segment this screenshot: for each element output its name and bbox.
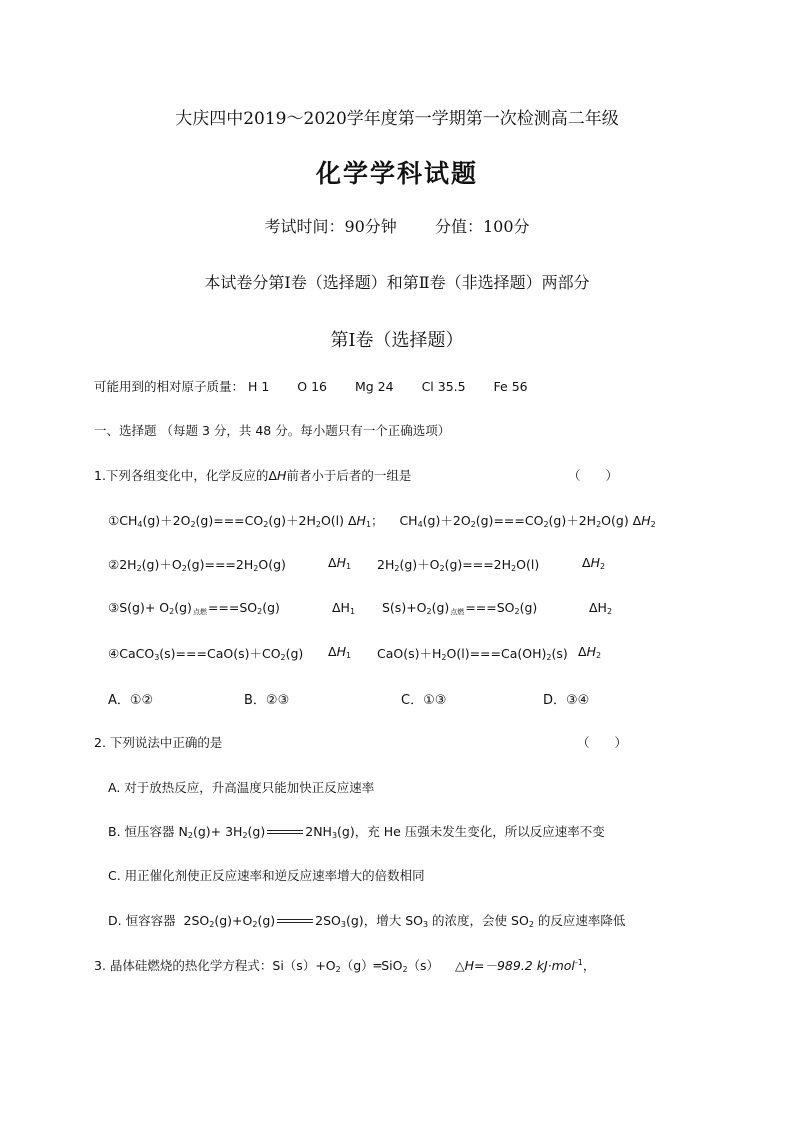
q1-option-1-num: ① [108, 513, 120, 528]
q1-option-4-dh2: $\Delta H_2$ [578, 644, 602, 660]
q2-option-d-suffix: 的反应速率降低 [537, 913, 626, 928]
q1-option-3: ③S(g)+ $O_2(g)$点燃$===SO_2(g)$ [108, 600, 280, 616]
condition-ignite-1: 点燃 [192, 608, 207, 616]
equilibrium-arrow [277, 918, 313, 925]
q2-option-d-prefix: D. 恒容容器 [108, 913, 176, 928]
q1-stem-tail: 前者小于后者的一组是 [286, 468, 412, 483]
q1-stem: 1.下列各组变化中，化学反应的ΔH前者小于后者的一组是 [94, 468, 412, 483]
atomic-mass-line [94, 377, 528, 395]
q2-stem: 2. 下列说法中正确的是 [94, 735, 223, 750]
q2-option-d-mid: ，增大 [363, 913, 402, 928]
q1-choice-c: C．①③ [401, 693, 447, 708]
q1-option-4: $④CaCO_3(s)===CaO(s)+CO_2(g)$ [108, 646, 304, 662]
q1-choice-d: D．③④ [543, 693, 590, 708]
q1-option-3-dh1: $\Delta H_1$ [332, 600, 356, 616]
q2-option-b: B. 恒压容器 $N_2(g)+ 3H_2(g)$ $2NH_3(g)$，充 He 压强未发生变化，所以反应速率不变 [108, 824, 605, 840]
exam-time: 考试时间：90分钟 [264, 217, 397, 236]
q1-option-2-dh2: $\Delta H_2$ [582, 555, 606, 571]
q1-option-2-eq2: $2H_2(g)+O_2(g)===2H_2O(l)$ [377, 557, 540, 573]
q1-option-2-num: ② [108, 557, 120, 572]
q1-choice-a: A．①② [108, 693, 154, 708]
school-title: 大庆四中2019～2020学年度第一学期第一次检测高二年级 [175, 109, 619, 129]
q3-stem-text-3: （s） [407, 958, 440, 973]
paper-split-note: 本试卷分第Ⅰ卷（选择题）和第Ⅱ卷（非选择题）两部分 [204, 273, 590, 292]
q1-option-2: $②2H_2(g)+O_2(g)===2H_2O(g)$ [108, 557, 286, 573]
q2-option-b-prefix: B. 恒压容器 [108, 824, 175, 839]
q3-stem-text: 3. 晶体硅燃烧的热化学方程式：Si（s）+O [94, 958, 336, 973]
q1-option-4-num: ④ [108, 646, 120, 661]
part1-title: 第Ⅰ卷（选择题） [330, 330, 464, 351]
q1-option-4-eq2: $CaO(s)+H_2O(l)===Ca(OH)_2(s)$ [377, 646, 568, 662]
subject-title: 化学学科试题 [315, 159, 478, 188]
q2-answer-paren: （ ） [577, 735, 628, 750]
condition-ignite-2: 点燃 [450, 608, 465, 616]
q3-stem-text-2: （g）═SiO [340, 958, 403, 973]
section1-title: 一、选择题 （每题 3 分，共 48 分。每小题只有一个正确选项） [94, 423, 451, 438]
atomic-mass-label: 可能用到的相对原子质量： [94, 379, 245, 394]
q3-tail: ， [582, 958, 596, 973]
equilibrium-arrow [267, 829, 303, 836]
q1-option-4-dh1: $\Delta H_1$ [328, 644, 352, 660]
q1-option-3-dh2: $\Delta H_2$ [589, 600, 613, 616]
q1-choice-b: B．②③ [244, 693, 290, 708]
q1-option-3-eq2: $S(s)+O_2(g)$点燃$===SO_2(g)$ [382, 600, 538, 616]
atomic-mass-fe: Fe 56 [493, 379, 528, 394]
q1-option-1: $①CH_4(g)+2O_2(g)===CO_2(g)+2H_2O(l)$ $\Delta H_1$； $CH_4(g)+2O_2(g)===CO_2(g)+2H_2O(g)$ $\Delta H_2$ [108, 513, 656, 529]
q2-option-a: A. 对于放热反应，升高温度只能加快正反应速率 [108, 780, 375, 795]
exam-score: 分值：100分 [435, 217, 530, 236]
q1-answer-paren: （ ） [568, 468, 619, 483]
q1-option-3-num: ③ [108, 600, 120, 615]
q2-option-b-suffix: ，充 He 压强未发生变化，所以反应速率不变 [354, 824, 605, 839]
q3-delta-h: △H=－989.2 kJ·mol [454, 958, 575, 973]
atomic-mass-cl: Cl 35.5 [421, 379, 466, 394]
q2-option-d-mid2: 的浓度，会使 [432, 913, 508, 928]
atomic-mass-mg: Mg 24 [354, 379, 394, 394]
atomic-mass-o: O 16 [297, 379, 328, 394]
q2-option-d: D. 恒容容器 $2SO_2(g)+O_2(g)$ $2SO_3(g)$，增大 $SO_3$ 的浓度，会使 $SO_2$ 的反应速率降低 [108, 913, 626, 929]
atomic-mass-h: H 1 [248, 379, 270, 394]
q2-option-c: C. 用正催化剂使正反应速率和逆反应速率增大的倍数相同 [108, 868, 425, 883]
exam-info [0, 214, 794, 237]
q3-stem: 3. 晶体硅燃烧的热化学方程式：$Si(s)+O_2(g)═SiO_2(s)$ △H=－989.2 kJ·mol$^{-1}$， [94, 958, 596, 974]
q1-stem-text: 1.下列各组变化中，化学反应的 [94, 468, 269, 483]
q1-option-2-dh1: $\Delta H_1$ [328, 555, 352, 571]
